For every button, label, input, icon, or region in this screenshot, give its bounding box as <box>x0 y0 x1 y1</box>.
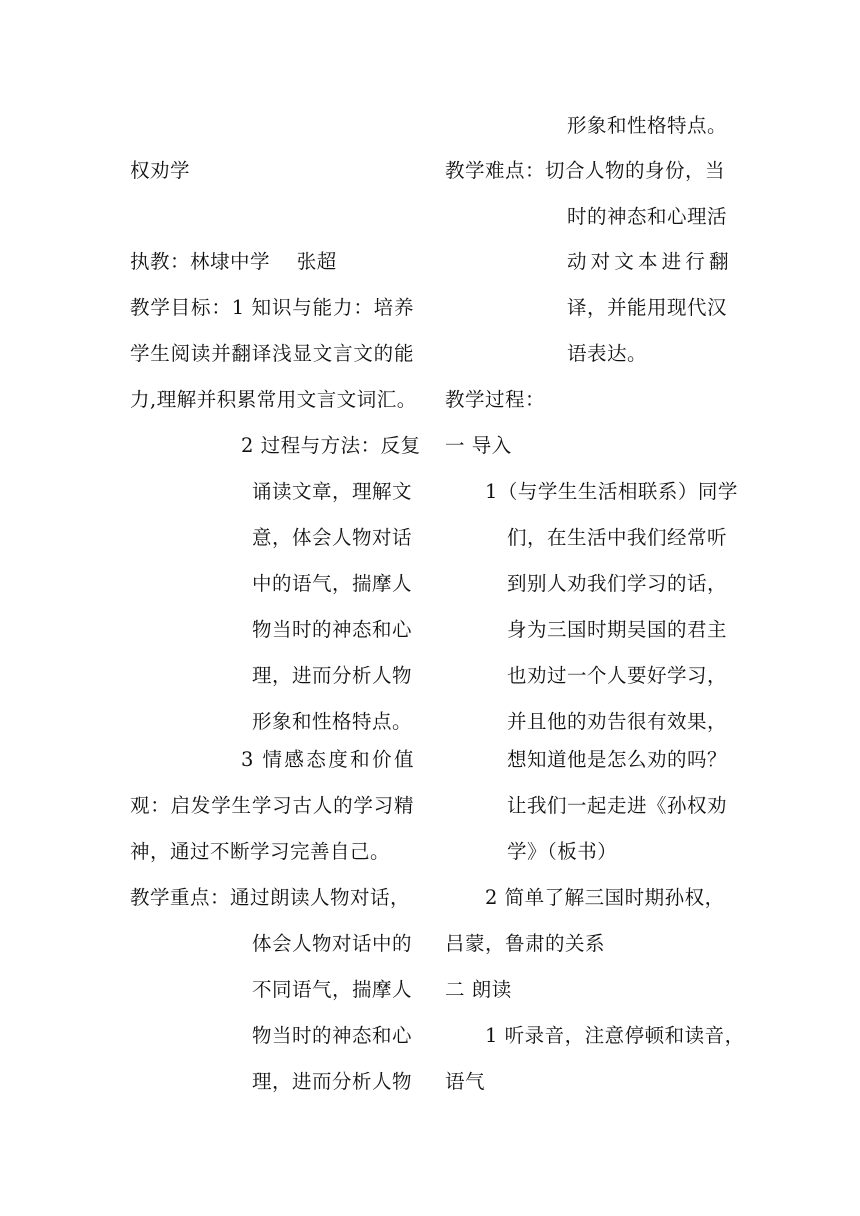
section1-item1-line-8: 让我们一起走进《孙权劝 <box>507 794 728 817</box>
section2-heading: 二 朗读 <box>445 978 512 1001</box>
section2-item1-line-1: 1 听录音，注意停顿和读音， <box>485 1024 745 1047</box>
goals-line-2: 学生阅读并翻译浅显文言文的能 <box>130 342 414 365</box>
title-fragment: 权劝学 <box>130 159 191 182</box>
goals-line-10: 形象和性格特点。 <box>252 710 413 733</box>
teacher-line: 执教：林埭中学 张超 <box>130 250 337 273</box>
difficulty-line-2: 时的神态和心理活 <box>567 205 728 228</box>
key-points-line-5: 理，进而分析人物 <box>252 1070 413 1093</box>
goals-line-7: 中的语气，揣摩人 <box>252 572 413 595</box>
section1-item1-line-1: 1（与学生生活相联系）同学 <box>485 480 738 503</box>
goals-line-8: 物当时的神态和心 <box>252 618 413 641</box>
goals-line-3: 力,理解并积累常用文言文词汇。 <box>130 388 417 411</box>
key-points-line-1: 教学重点：通过朗读人物对话， <box>130 886 411 909</box>
goals-line-12: 观：启发学生学习古人的学习精 <box>130 794 414 817</box>
section1-heading: 一 导入 <box>445 434 512 457</box>
section1-item1-line-4: 身为三国时期吴国的君主 <box>507 618 728 641</box>
key-points-line-2: 体会人物对话中的 <box>252 932 413 955</box>
goals-line-13: 神，通过不断学习完善自己。 <box>130 840 391 863</box>
section2-item1-line-2: 语气 <box>445 1070 486 1093</box>
section1-item1-line-9: 学》（板书） <box>507 840 618 863</box>
key-points-line-4: 物当时的神态和心 <box>252 1024 413 1047</box>
difficulty-line-4: 译，并能用现代汉 <box>567 296 728 319</box>
section1-item2-line-2: 吕蒙，鲁肃的关系 <box>445 932 606 955</box>
goals-line-4: 2 过程与方法：反复 <box>241 434 421 457</box>
difficulty-line-3: 动对文本进行翻 <box>567 250 729 273</box>
goals-line-11: 3 情感态度和价值 <box>241 748 414 771</box>
section1-item1-line-6: 并且他的劝告很有效果， <box>507 710 728 733</box>
process-heading: 教学过程： <box>445 388 546 411</box>
goals-line-5: 诵读文章，理解文 <box>252 480 413 503</box>
section1-item1-line-3: 到别人劝我们学习的话， <box>507 572 728 595</box>
section1-item2-line-1: 2 简单了解三国时期孙权， <box>485 886 725 909</box>
key-points-continued: 形象和性格特点。 <box>567 114 728 137</box>
section1-item1-line-5: 也劝过一个人要好学习， <box>507 664 728 687</box>
difficulty-line-5: 语表达。 <box>567 342 648 365</box>
goals-line-6: 意，体会人物对话 <box>252 526 413 549</box>
key-points-line-3: 不同语气，揣摩人 <box>252 978 413 1001</box>
goals-line-1: 教学目标：1 知识与能力：培养 <box>130 296 414 319</box>
goals-line-9: 理，进而分析人物 <box>252 664 413 687</box>
difficulty-line-1: 教学难点：切合人物的身份，当 <box>445 159 726 182</box>
section1-item1-line-7: 想知道他是怎么劝的吗？ <box>507 748 728 771</box>
section1-item1-line-2: 们，在生活中我们经常听 <box>507 526 728 549</box>
